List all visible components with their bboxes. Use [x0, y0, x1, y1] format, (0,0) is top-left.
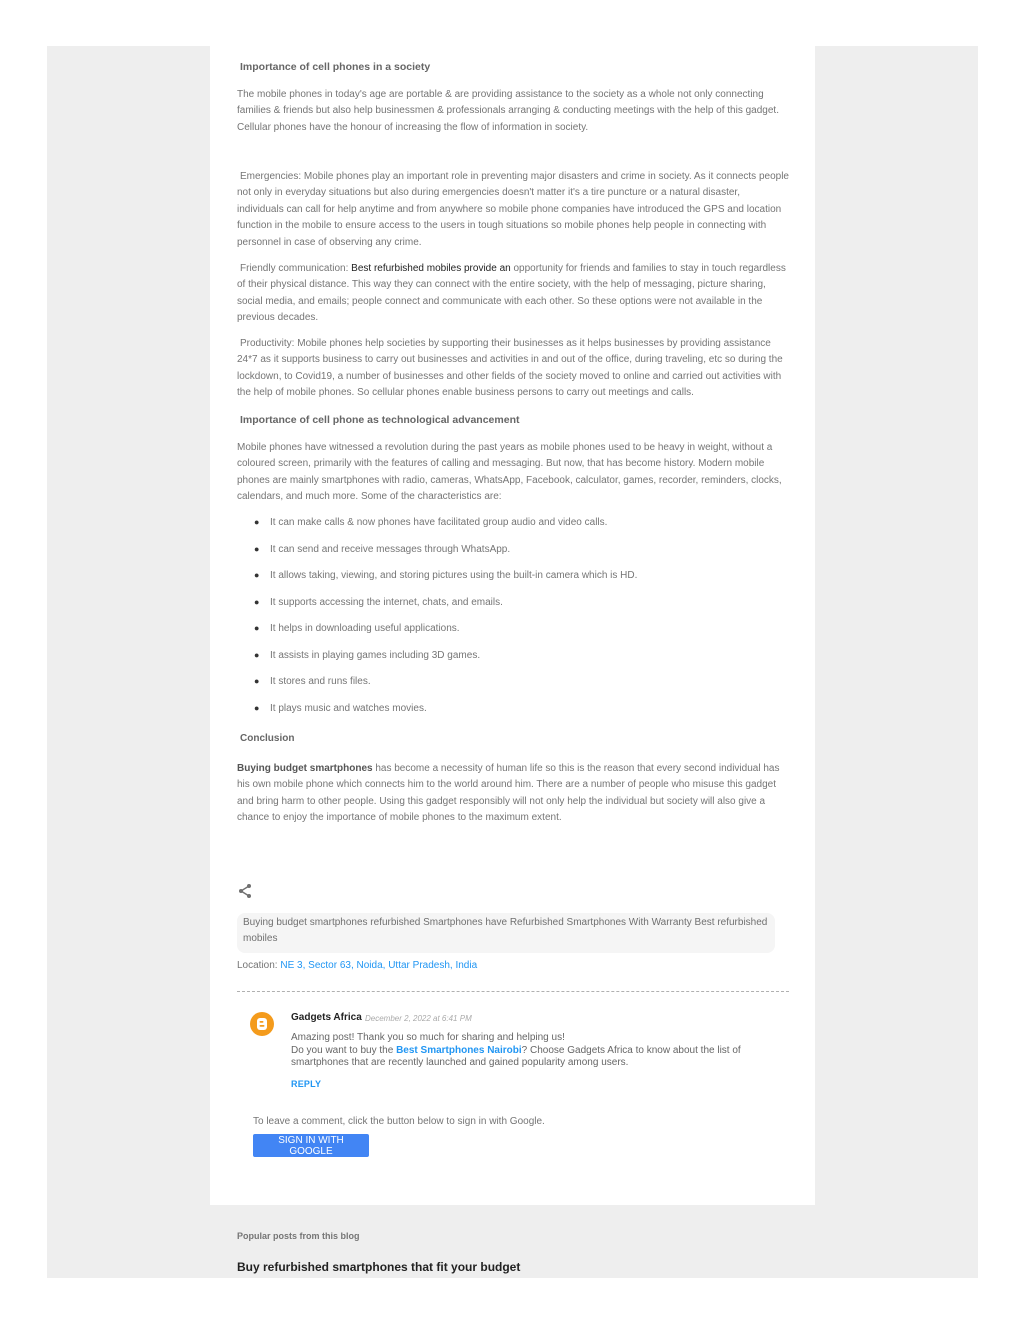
- post-labels[interactable]: Buying budget smartphones refurbished Smartphones have Refurbished Smartphones With Warranty Best refurbished mobiles: [237, 913, 775, 953]
- conclusion-rest: has become a necessity of human life so this is the reason that every second individual has his own mobile phone which connects him to the world around him. There are a number of people who misuse this gadget and bring harm to other people. Using this gadget responsibly will not only help the individual but society will also give a chance to enjoy the importance of mobile phones to the maximum extent.: [237, 763, 780, 824]
- bullet-icon: ●: [254, 650, 260, 660]
- location-link[interactable]: NE 3, Sector 63, Noida, Uttar Pradesh, India: [280, 960, 478, 971]
- bullet-icon: ●: [254, 703, 260, 713]
- comments-divider: [237, 991, 789, 992]
- comment-line-2-prefix: Do you want to buy the: [291, 1044, 397, 1056]
- friendly-prefix: Friendly communication:: [240, 263, 352, 274]
- list-item: [254, 623, 460, 634]
- conclusion-bold: Buying budget smartphones: [237, 763, 373, 774]
- comment-line-1: Amazing post! Thank you so much for sharing and helping us!: [291, 1032, 565, 1043]
- comment-body: [291, 1032, 761, 1070]
- bullet-icon: ●: [254, 676, 260, 686]
- heading-conclusion: Conclusion: [240, 733, 295, 744]
- productivity-paragraph: Productivity: Mobile phones help societies by supporting their businesses as it helps businesses by providing assistance 24*7 as it supports business to carry out businesses and activities in and out of the office, during traveling, etc so during the lockdown, to Covid19, a number of businesses and other fields of the society moved to online and carried out activities with the help of mobile phones. So cellular phones enable business persons to carry out meetings and calls.: [237, 338, 783, 399]
- bullet-icon: ●: [254, 623, 260, 633]
- list-item: [254, 650, 480, 661]
- list-item-text: It helps in downloading useful applications.: [270, 623, 460, 634]
- location-label: Location:: [237, 960, 281, 971]
- comment-link[interactable]: Best Smartphones Nairobi: [396, 1044, 522, 1056]
- friendly-paragraph: [237, 261, 789, 327]
- comment-line-2-rest: ? Choose Gadgets Africa to know about the list of smartphones that are recently launched and gained popularity among users.: [291, 1044, 741, 1068]
- share-icon[interactable]: [237, 883, 253, 899]
- tech-intro-paragraph: Mobile phones have witnessed a revolution during the past years as mobile phones used to be heavy in weight, without a coloured screen, primarily with the features of calling and messaging. But now, that has become history. Modern mobile phones are mainly smartphones with radio, cameras, WhatsApp, Facebook, calculator, games, recorder, reminders, clocks, calendars, and much more. Some of the characteristics are:: [237, 442, 782, 503]
- list-item-text: It can make calls & now phones have facilitated group audio and video calls.: [270, 517, 608, 528]
- sign-in-with-google-button[interactable]: SIGN IN WITH GOOGLE: [253, 1134, 369, 1157]
- list-item: [254, 597, 503, 608]
- bullet-icon: ●: [254, 544, 260, 554]
- popular-posts-label: Popular posts from this blog: [237, 1231, 360, 1241]
- comment-date[interactable]: December 2, 2022 at 6:41 PM: [365, 1014, 472, 1023]
- list-item: [254, 544, 510, 555]
- list-item-text: It stores and runs files.: [270, 676, 371, 687]
- comment-author[interactable]: Gadgets Africa: [291, 1012, 362, 1023]
- list-item: [254, 676, 371, 687]
- emergencies-paragraph: Emergencies: Mobile phones play an important role in preventing major disasters and crime in society. As it connects people not only in everyday situations but also during emergencies doesn't matter it's a tire puncture or a natural disaster, individuals can call for help anytime and from anywhere so mobile phone companies have introduced the GPS and location function in the mobile to ensure access to the users in tough situations so mobile phones help people in connecting with personnel in case of observing any crime.: [237, 171, 789, 248]
- comment-line-2: [291, 1045, 761, 1070]
- signin-instructions: To leave a comment, click the button below to sign in with Google.: [253, 1116, 545, 1127]
- list-item: [254, 703, 427, 714]
- list-item-text: It assists in playing games including 3D games.: [270, 650, 481, 661]
- conclusion-paragraph: [237, 761, 789, 827]
- list-item-text: It supports accessing the internet, chats, and emails.: [270, 597, 503, 608]
- list-item: [254, 570, 637, 581]
- popular-post-title[interactable]: Buy refurbished smartphones that fit your budget: [237, 1260, 521, 1274]
- bullet-icon: ●: [254, 570, 260, 580]
- list-item-text: It can send and receive messages through WhatsApp.: [270, 544, 511, 555]
- heading-society: Importance of cell phones in a society: [240, 61, 431, 73]
- list-item-text: It allows taking, viewing, and storing pictures using the built-in camera which is HD.: [270, 570, 638, 581]
- post-location: [237, 960, 477, 971]
- bullet-icon: ●: [254, 597, 260, 607]
- bullet-icon: ●: [254, 517, 260, 527]
- friendly-rest: opportunity for friends and families to stay in touch regardless of their physical distance. This way they can connect with the entire society, with the help of messaging, picture sharing, social media, and emails; people connect and communicate with each other. So these options were not available in the previous decades.: [237, 263, 786, 324]
- friendly-link[interactable]: Best refurbished mobiles provide an: [351, 263, 511, 274]
- list-item-text: It plays music and watches movies.: [270, 703, 427, 714]
- intro-paragraph: The mobile phones in today's age are portable & are providing assistance to the society as a whole not only connecting families & friends but also help businessmen & professionals arranging & conducting meetings with the help of this gadget. Cellular phones have the honour of increasing the flow of information in society.: [237, 89, 779, 133]
- blogger-icon: [254, 1016, 270, 1032]
- reply-button[interactable]: REPLY: [291, 1079, 322, 1089]
- list-item: [254, 517, 607, 528]
- heading-tech: Importance of cell phone as technological advancement: [240, 414, 520, 426]
- avatar[interactable]: [250, 1012, 274, 1036]
